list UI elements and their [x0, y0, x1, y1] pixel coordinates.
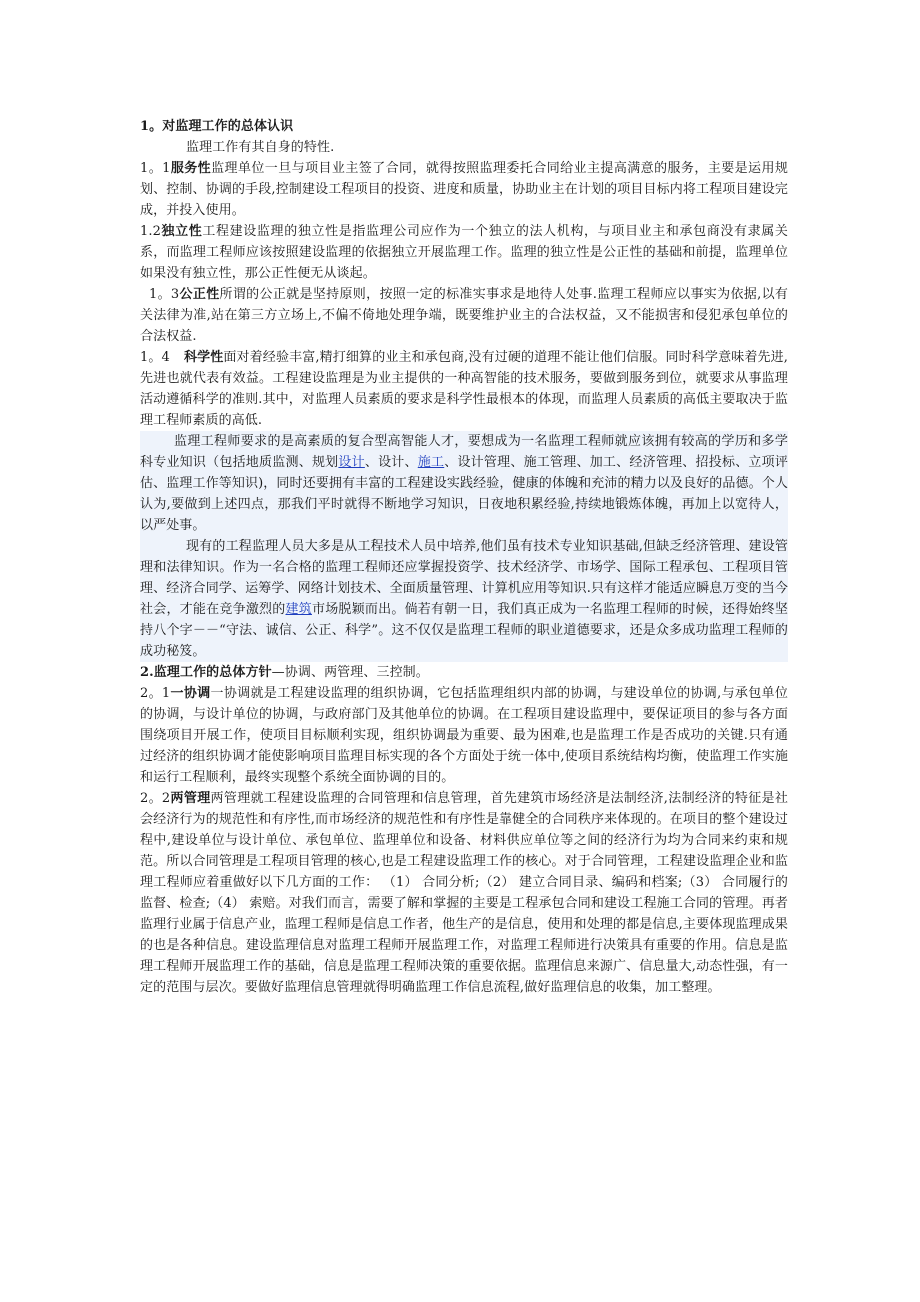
section-2-1-number: 2。1	[140, 686, 171, 701]
section-1-2-body: 工程建设监理的独立性是指监理公司应作为一个独立的法人机构，与项目业主和承包商没有隶属关系，而监理工程师应该按照建设监理的依据独立开展监理工作。监理的独立性是公正性的基础和前提，监理单位如果没有独立性，那公正性便无从谈起。	[140, 224, 788, 281]
highlighted-block	[140, 431, 788, 662]
existing-text-b: 市场脱颖而出。倘若有朝一日，我们真正成为一名监理工程师的时候，还得始终坚持八个字－－“守法、诚信、公正、科学”。这不仅仅是监理工程师的职业道德要求，还是众多成功监理工程师的成功秘笈。	[140, 602, 789, 659]
section-1-2-paragraph	[140, 221, 788, 284]
section-1-3-title: 公正性	[179, 287, 220, 302]
section-1-3-paragraph	[140, 284, 788, 347]
design-link[interactable]: 设计	[338, 455, 365, 470]
section-2-1-body: 一协调就是工程建设监理的组织协调，它包括监理组织内部的协调，与建设单位的协调,与承包单位的协调，与设计单位的协调，与政府部门及其他单位的协调。在工程项目建设监理中，要保证项目的参与各方面围绕项目开展工作，使项目目标顺利实现，组织协调最为重要、最为困难,也是监理工作是否成功的关键.只有通过经济的组织协调才能使影响项目监理目标实现的各个方面处于统一体中,使项目系统结构均衡，使监理工作实施和运行工程顺利，最终实现整个系统全面协调的目的。	[140, 686, 788, 785]
section-2-heading	[140, 662, 788, 683]
section-2-1-title: 一协调	[170, 686, 211, 701]
section-1-2-title: 独立性	[160, 224, 203, 239]
section-1-3-body: 所谓的公正就是坚持原则，按照一定的标准实事求是地待人处事.监理工程师应以事实为依据,以有关法律为准,站在第三方立场上,不偏不倚地处理争端，既要维护业主的合法权益，又不能损害和侵犯承包单位的合法权益.	[140, 287, 788, 344]
section-1-2-number: 1.2	[140, 224, 161, 239]
engineer-text-b: 、设计、	[364, 455, 418, 470]
document-body	[140, 116, 788, 998]
existing-text-a: 现有的工程监理人员大多是从工程技术人员中培养,他们虽有技术专业知识基础,但缺乏经济管理、建设管理和法律知识。作为一名合格的监理工程师还应掌握投资学、技术经济学、市场学、国际工程承包、工程项目管理、经济合同学、运筹学、网络计划技术、全面质量管理、计算机应用等知识.只有这样才能适应瞬息万变的当今社会，才能在竞争激烈的	[140, 539, 788, 617]
section-1-4-number: 1。4	[140, 350, 170, 365]
section-1-4-paragraph	[140, 347, 788, 431]
construction-link[interactable]: 施工	[417, 455, 445, 470]
section-1-4-body: 面对着经验丰富,精打细算的业主和承包商,没有过硬的道理不能让他们信服。同时科学意味着先进,先进也就代表有效益。工程建设监理是为业主提供的一种高智能的技术服务，要做到服务到位，就要求从事监理活动遵循科学的准则.其中，对监理人员素质的要求是科学性最根本的体现，而监理人员素质的高低主要取决于监理工程师素质的高低.	[140, 350, 788, 428]
section-1-4-title: 科学性	[183, 350, 224, 365]
section-2-1-paragraph	[140, 683, 788, 788]
engineer-text-c: 、设计管理、施工管理、加工、经济管理、招投标、立项评估、监理工作等知识)，同时还要拥有丰富的工程建设实践经验，健康的体魄和充沛的精力以及良好的品德。个人认为,要做到上述四点，那我们平时就得不断地学习知识，日夜地积累经验,持续地锻炼体魄，再加上以宽待人，以严处事。	[140, 455, 788, 533]
engineer-requirements-paragraph	[140, 431, 788, 536]
existing-staff-paragraph	[140, 536, 788, 662]
section-1-1-title: 服务性	[170, 161, 212, 176]
section-2-2-title: 两管理	[170, 791, 211, 806]
section-2-title: 2.监理工作的总体方针	[140, 665, 272, 680]
section-1-1-number: 1。1	[140, 161, 171, 176]
section-1-3-number: 1。3	[149, 287, 180, 302]
engineer-text-a: 监理工程师要求的是高素质的复合型高智能人才，要想成为一名监理工程师就应该拥有较高的学历和多学科专业知识（包括地质监测、规划	[140, 434, 788, 470]
section-1-heading: 1。对监理工作的总体认识	[140, 119, 294, 134]
section-1-intro: 监理工作有其自身的特性.	[186, 140, 335, 155]
section-2-2-number: 2。2	[140, 791, 171, 806]
section-1-1-paragraph	[140, 158, 788, 221]
building-link[interactable]: 建筑	[285, 602, 312, 617]
section-2-2-body: 两管理就工程建设监理的合同管理和信息管理，首先建筑市场经济是法制经济,法制经济的特征是社会经济行为的规范性和有序性,而市场经济的规范性和有序性是靠健全的合同秩序来体现的。在项目的整个建设过程中,建设单位与设计单位、承包单位、监理单位和设备、材料供应单位等之间的经济行为均为合同来约束和规范。所以合同管理是工程项目管理的核心,也是工程建设监理工作的核心。对于合同管理，工程建设监理企业和监理工程师应着重做好以下几方面的工作： （1） 合同分析;（2） 建立合同目录、编码和档案;（3） 合同履行的监督、检查;（4） 索赔。对我们而言，需要了解和掌握的主要是工程承包合同和建设工程施工合同的管理。再者监理行业属于信息产业，监理工程师是信息工作者，他生产的是信息，使用和处理的都是信息,主要体现监理成果的也是各种信息。建设监理信息对监理工程师开展监理工作，对监理工程师进行决策具有重要的作用。信息是监理工程师开展监理工作的基础，信息是监理工程师决策的重要依据。监理信息来源广、信息量大,动态性强，有一定的范围与层次。要做好监理信息管理就得明确监理工作信息流程,做好监理信息的收集，加工整理。	[140, 791, 788, 995]
section-2-2-paragraph	[140, 788, 788, 998]
section-1-1-body: 监理单位一旦与项目业主签了合同，就得按照监理委托合同给业主提高满意的服务，主要是运用规划、控制、协调的手段,控制建设工程项目的投资、进度和质量，协助业主在计划的项目目标内将工程项目建设完成，并投入使用。	[140, 161, 788, 218]
section-2-body: —协调、两管理、三控制。	[271, 665, 429, 680]
